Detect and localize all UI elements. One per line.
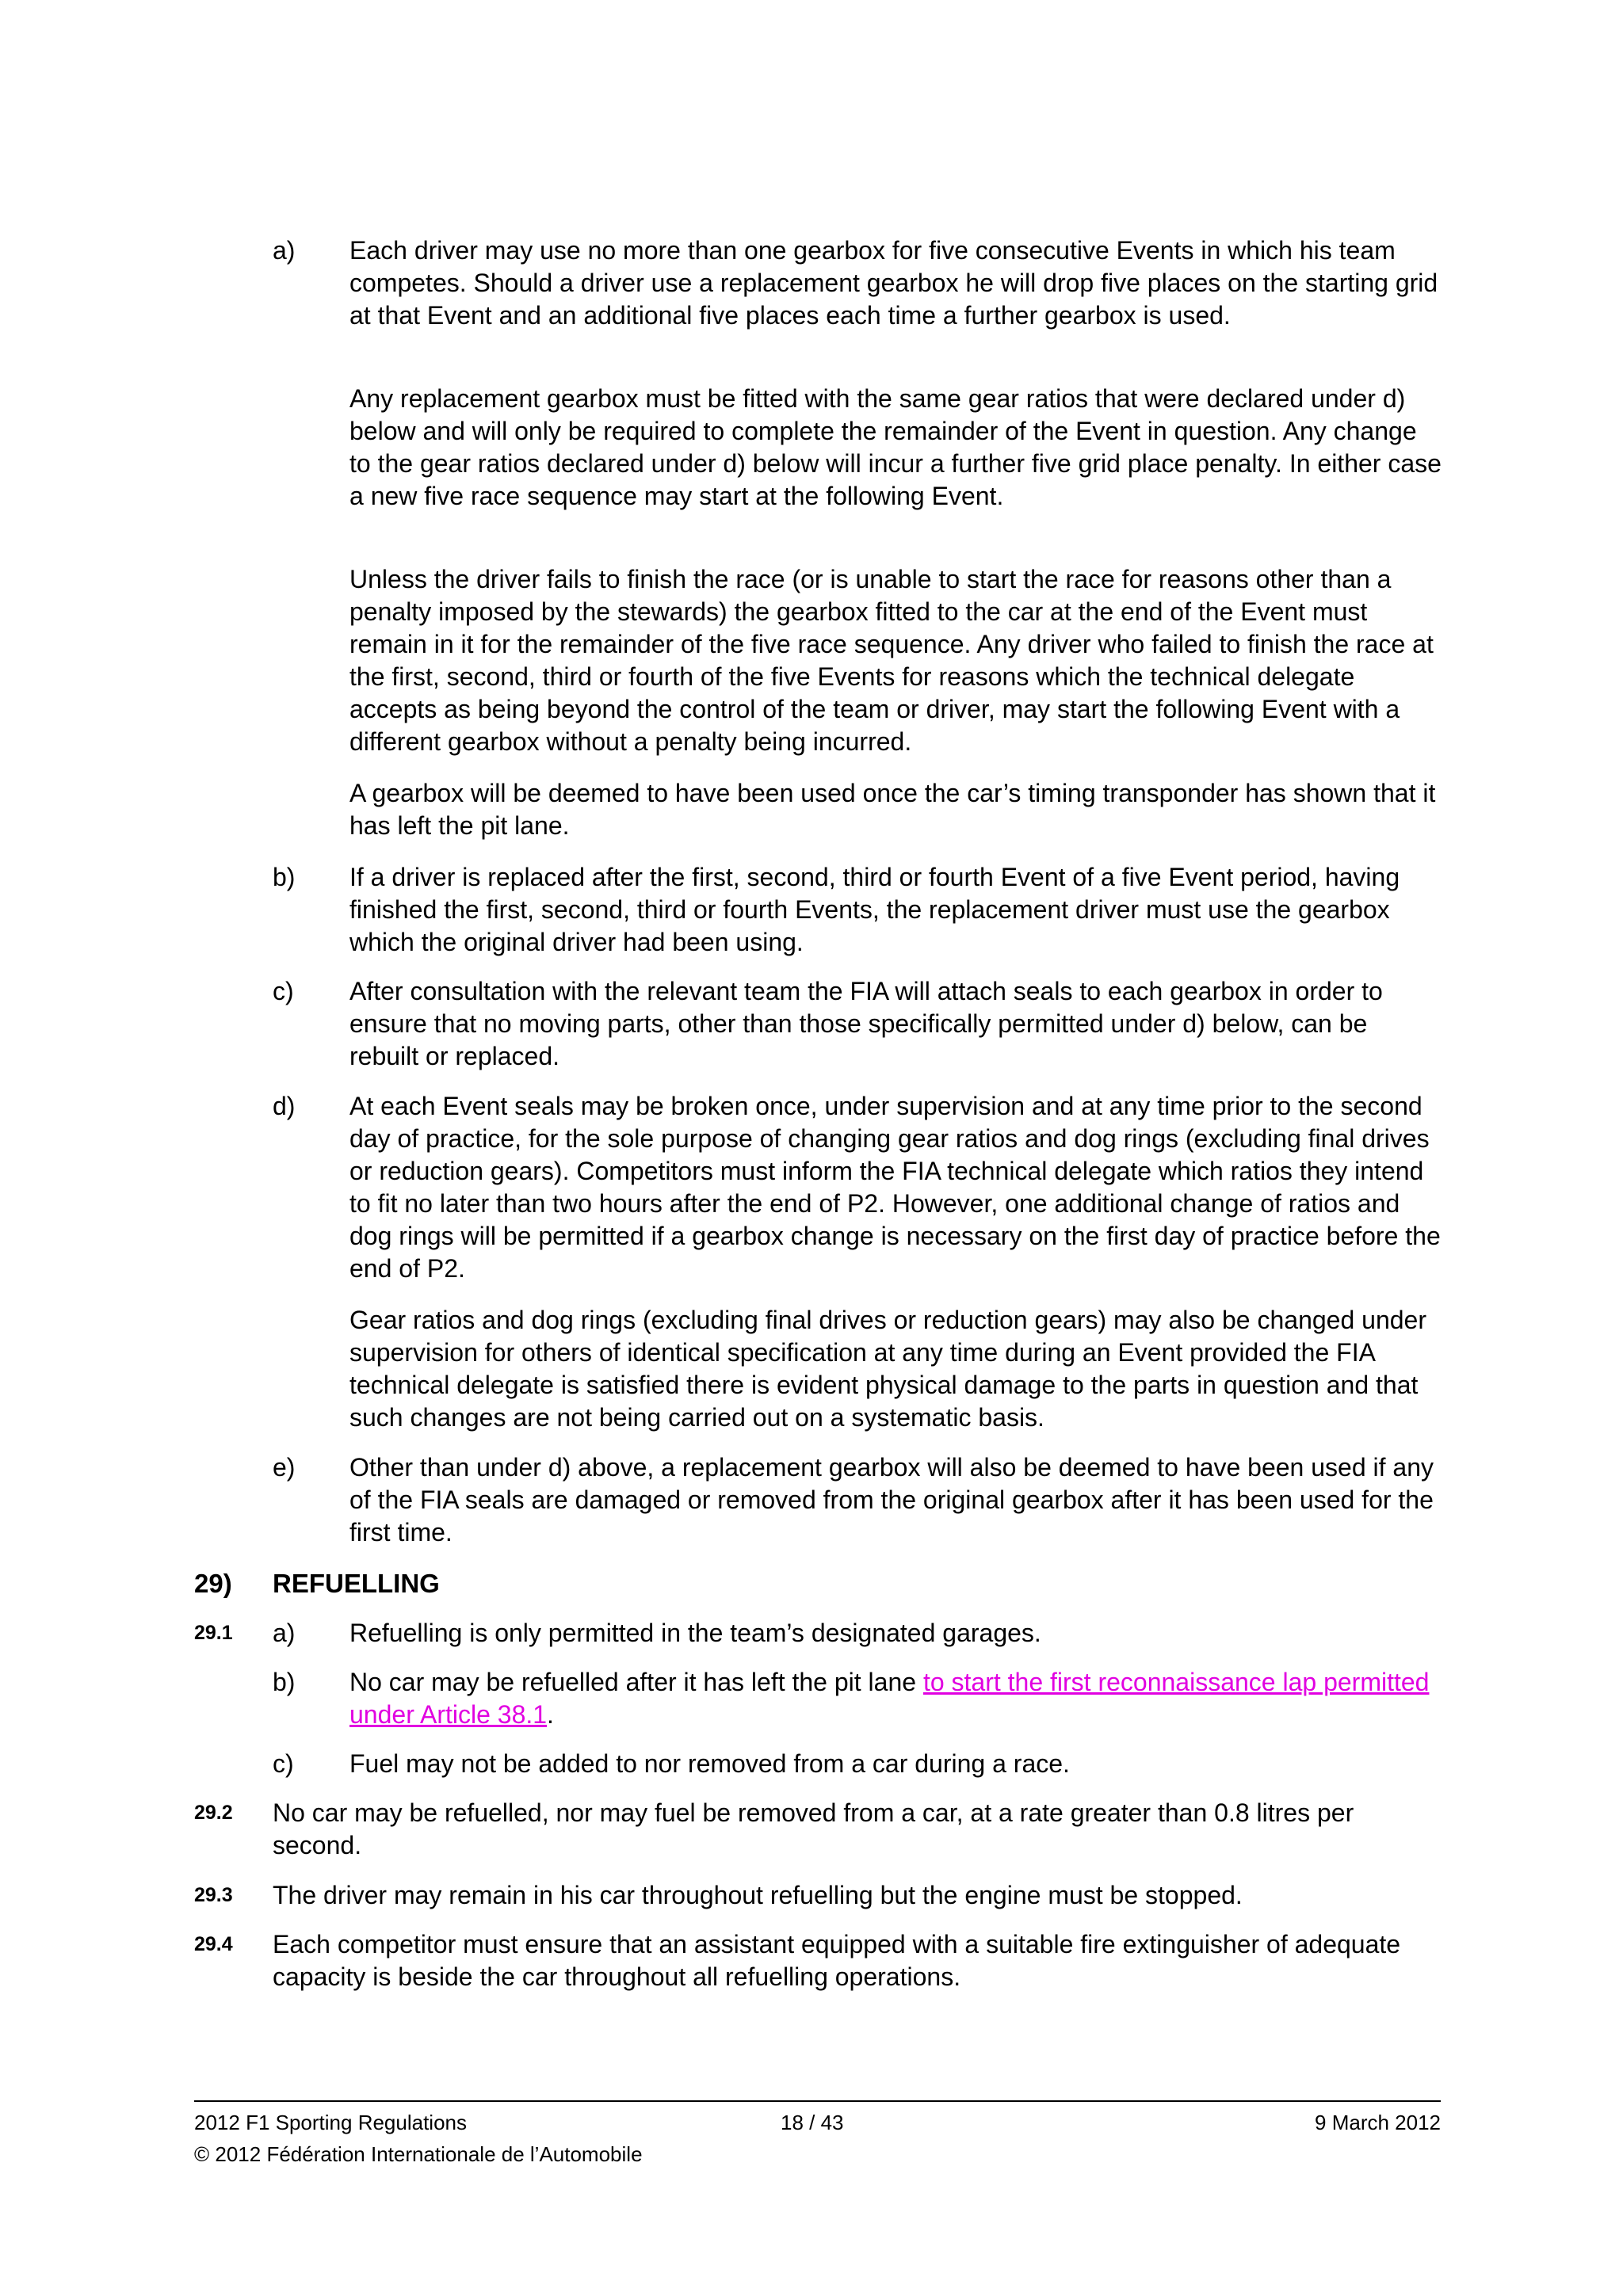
item-label-a: a) <box>273 236 296 265</box>
item-a-paragraph-1: Each driver may use no more than one gearbox for five consecutive Events in which his team competes. Should a driver use a replacement gearbox he will drop five places on the starting grid at that Event and an additional five places each time a further gearbox is used. <box>349 236 1438 330</box>
item-a-paragraph-2: Any replacement gearbox must be fitted with the same gear ratios that were declared under d) below and will only be required to complete the remainder of the Event in question. Any change to the gear ratios declared under d) below will incur a further five grid place penalty. In either case a new five race sequence may start at the following Event. <box>349 384 1442 510</box>
clause-number-29-2: 29.2 <box>194 1802 233 1824</box>
clause-29-1-b-text <box>349 1666 1443 1731</box>
clause-29-1-a-wrap <box>349 1617 1443 1650</box>
item-d-paragraph-1-wrap <box>349 1090 1443 1285</box>
item-label-b: b) <box>273 863 296 891</box>
clause-29-1-c-wrap <box>349 1748 1443 1780</box>
clause-29-1-a-text: Refuelling is only permitted in the team’s designated garages. <box>349 1619 1041 1647</box>
footer-document-title: 2012 F1 Sporting Regulations <box>194 2111 468 2134</box>
item-b-wrap <box>349 861 1443 959</box>
clause-29-1-c-text: Fuel may not be added to nor removed from a car during a race. <box>349 1749 1070 1778</box>
item-a-body <box>349 235 1443 332</box>
item-e-wrap <box>349 1451 1443 1549</box>
clause-29-1-b-text-after: . <box>547 1700 554 1729</box>
clause-29-4-text: Each competitor must ensure that an assistant equipped with a suitable fire extinguisher of adequate capacity is beside the car throughout all refuelling operations. <box>273 1930 1401 1991</box>
item-c-text: After consultation with the relevant team the FIA will attach seals to each gearbox in order to ensure that no moving parts, other than those specifically permitted under d) below, can be rebuilt or replaced. <box>349 977 1383 1070</box>
item-d-paragraph-1: At each Event seals may be broken once, under supervision and at any time prior to the second day of practice, for the sole purpose of changing gear ratios and dog rings (excluding final drives or reduction gears). Competitors must inform the FIA technical delegate which ratios they intend to fit no later than two hours after the end of P2. However, one additional change of ratios and dog rings will be permitted if a gearbox change is necessary on the first day of practice before the end of P2. <box>349 1092 1441 1283</box>
clause-29-4-wrap <box>273 1928 1443 1993</box>
item-a-paragraph-3: Unless the driver fails to finish the race (or is unable to start the race for reasons other than a penalty imposed by the stewards) the gearbox fitted to the car at the end of the Event must remain in it for the remainder of the five race sequence. Any driver who failed to finish the race at the first, second, third or fourth of the five Events for reasons which the technical delegate accepts as being beyond the control of the team or driver, may start the following Event with a different gearbox without a penalty being incurred. <box>349 565 1434 756</box>
item-e-text: Other than under d) above, a replacement gearbox will also be deemed to have been used if any of the FIA seals are damaged or removed from the original gearbox after it has been used for the first time. <box>349 1453 1434 1547</box>
item-b-text: If a driver is replaced after the first, second, third or fourth Event of a five Event period, having finished the first, second, third or fourth Events, the replacement driver must use the gearbox which the original driver had been using. <box>349 863 1400 956</box>
item-c-wrap <box>349 975 1443 1073</box>
item-label-e: e) <box>273 1453 296 1482</box>
clause-number-29-4: 29.4 <box>194 1933 233 1955</box>
article-title: REFUELLING <box>273 1569 440 1598</box>
item-label-d: d) <box>273 1092 296 1120</box>
item-d-paragraph-2-wrap <box>349 1304 1443 1434</box>
clause-29-1-label-b: b) <box>273 1668 296 1696</box>
clause-29-3-text: The driver may remain in his car throughout refuelling but the engine must be stopped. <box>273 1881 1243 1909</box>
clause-29-3-wrap <box>273 1879 1443 1912</box>
footer-date: 9 March 2012 <box>1315 2111 1441 2134</box>
clause-29-1-b-wrap <box>349 1666 1443 1731</box>
item-label-c: c) <box>273 977 294 1005</box>
item-d-paragraph-2: Gear ratios and dog rings (excluding final drives or reduction gears) may also be changed under supervision for others of identical specification at any time during an Event provided the FIA technical delegate is satisfied there is evident physical damage to the parts in question and that such changes are not being carried out on a systematic basis. <box>349 1306 1426 1432</box>
clause-number-29-3: 29.3 <box>194 1884 233 1906</box>
clause-29-2-wrap <box>273 1797 1443 1862</box>
clause-29-1-b-text-before: No car may be refuelled after it has left the pit lane <box>349 1668 923 1696</box>
footer-rule <box>194 2100 1441 2102</box>
item-a-paragraph-3-wrap <box>349 563 1443 758</box>
article-38-1-link[interactable]: to start the first reconnaissance lap permitted under Article 38.1 <box>349 1668 1430 1729</box>
footer-copyright: © 2012 Fédération Internationale de l’Automobile <box>194 2142 643 2166</box>
clause-29-1-label-a: a) <box>273 1619 296 1647</box>
item-a-paragraph-4-wrap <box>349 777 1443 842</box>
clause-29-1-label-c: c) <box>273 1749 294 1778</box>
footer-page-number: 18 / 43 <box>781 2111 844 2134</box>
item-a-paragraph-4: A gearbox will be deemed to have been used once the car’s timing transponder has shown that it has left the pit lane. <box>349 779 1436 840</box>
article-number: 29) <box>194 1569 232 1598</box>
item-a-paragraph-2-wrap <box>349 383 1443 513</box>
clause-number-29-1: 29.1 <box>194 1622 233 1644</box>
clause-29-2-text: No car may be refuelled, nor may fuel be removed from a car, at a rate greater than 0.8 litres per second. <box>273 1798 1354 1859</box>
